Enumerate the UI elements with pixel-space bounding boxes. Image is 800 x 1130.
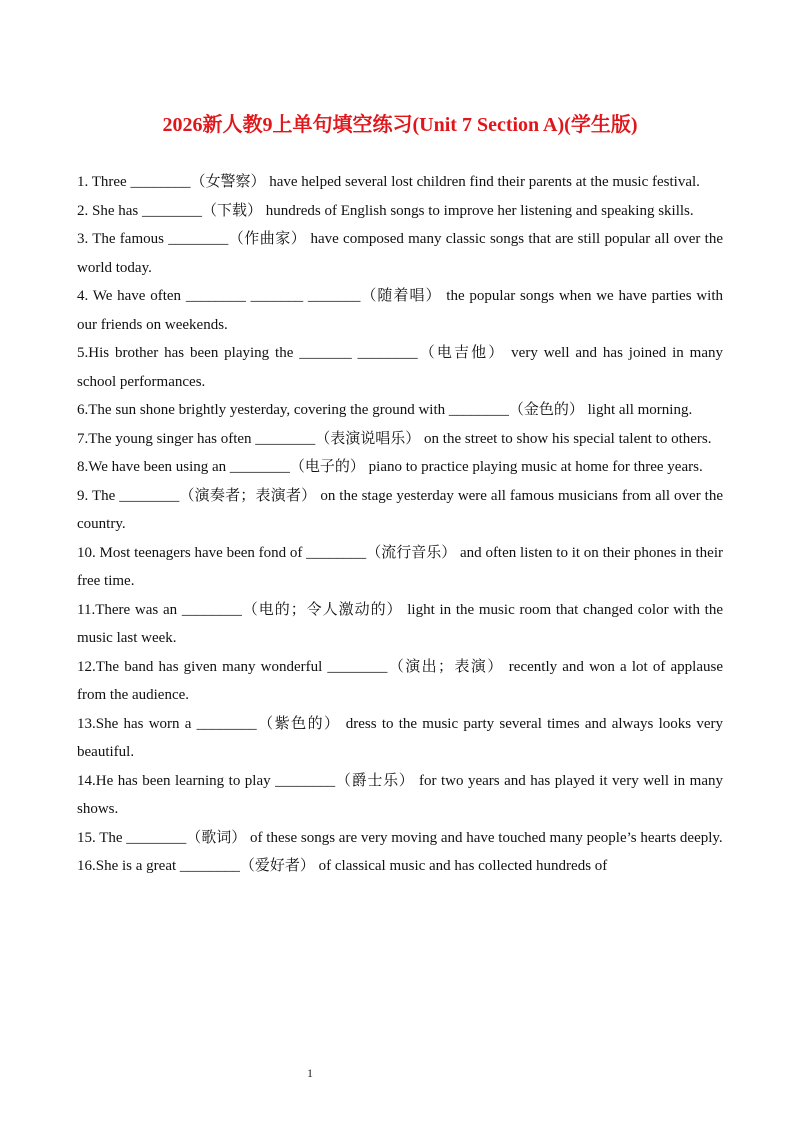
question-item: 13.She has worn a ________（紫色的） dress to the music party several times and always looks very beautiful. xyxy=(77,715,723,760)
question-item: 8.We have been using an ________（电子的） piano to practice playing music at home for three years. xyxy=(77,459,703,475)
question-item: 15. The ________（歌词） of these songs are very moving and have touched many people’s hearts deeply. xyxy=(77,829,723,846)
question-item: 9. The ________（演奏者；表演者） on the stage yesterday were all famous musicians from all over the country. xyxy=(77,487,723,532)
question-item: 6.The sun shone brightly yesterday, covering the ground with ________（金色的） light all morning. xyxy=(77,402,693,418)
page-number: 1 xyxy=(307,1066,313,1080)
question-item: 5.His brother has been playing the _______ ________（电吉他） very well and has joined in many school performances. xyxy=(77,345,723,390)
question-item: 4. We have often ________ _______ _______（随着唱） the popular songs when we have parties with our friends on weekends. xyxy=(77,288,723,333)
question-item: 7.The young singer has often ________（表演说唱乐） on the street to show his special talent to others. xyxy=(77,430,712,447)
question-item: 2. She has ________（下载） hundreds of English songs to improve her listening and speaking skills. xyxy=(77,202,694,219)
question-item: 16.She is a great ________（爱好者） of classical music and has collected hundreds of xyxy=(77,858,608,874)
question-item: 12.The band has given many wonderful ________（演出；表演） recently and won a lot of applause from the audience. xyxy=(77,658,723,703)
question-item: 14.He has been learning to play ________（爵士乐） for two years and has played it very well in many shows. xyxy=(77,772,723,817)
question-item: 10. Most teenagers have been fond of ________（流行音乐） and often listen to it on their phones in their free time. xyxy=(77,544,723,589)
question-list xyxy=(77,168,723,881)
page-title: 2026新人教9上单句填空练习(Unit 7 Section A)(学生版) xyxy=(162,114,638,136)
question-item: 1. Three ________（女警察） have helped several lost children find their parents at the music festival. xyxy=(77,174,700,190)
question-item: 3. The famous ________（作曲家） have composed many classic songs that are still popular all over the world today. xyxy=(77,231,723,276)
question-item: 11.There was an ________（电的；令人激动的） light in the music room that changed color with the music last week. xyxy=(77,601,723,646)
